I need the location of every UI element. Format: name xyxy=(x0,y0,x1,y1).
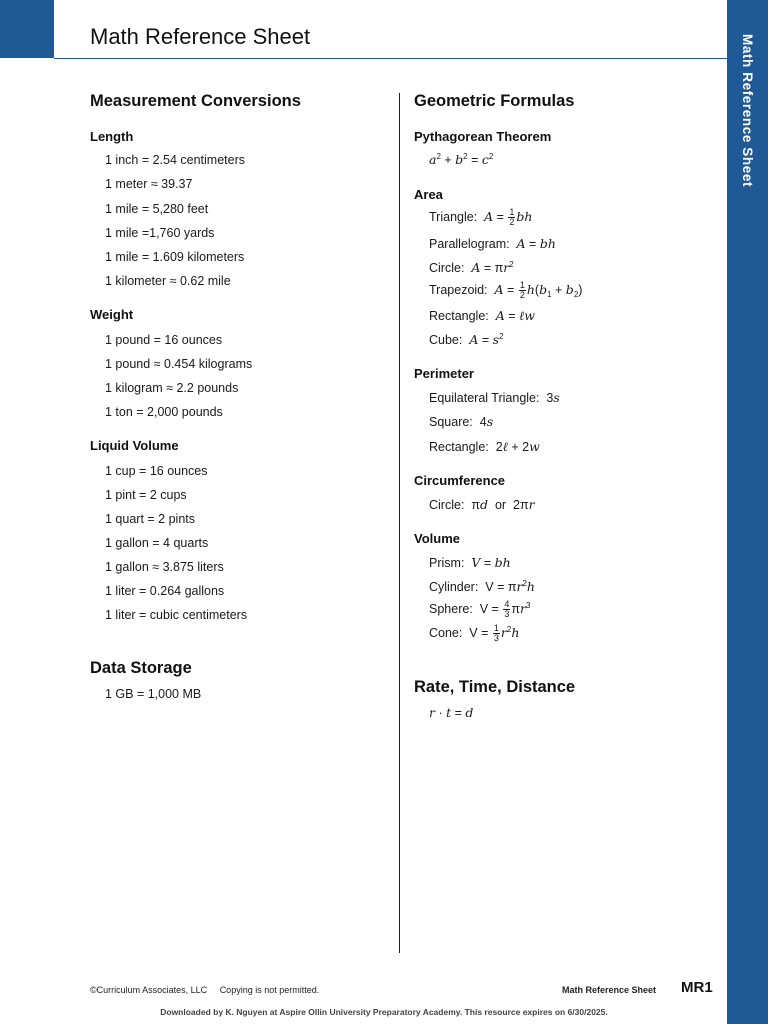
perimeter-equilateral-label: Equilateral Triangle: xyxy=(429,391,540,405)
weight-item: 1 ton = 2,000 pounds xyxy=(105,405,223,419)
pythagorean-formula: $a^2 + b^2 = c^2$ xyxy=(429,152,494,167)
data-storage-title: Data Storage xyxy=(90,659,192,677)
circumference-title: Circumference xyxy=(414,473,506,488)
weight-item: 1 pound ≈ 0.454 kilograms xyxy=(105,357,253,371)
volume-cylinder: Cylinder: $V = \pi r^2h$ xyxy=(429,579,535,594)
area-circle: Circle: $A = \pi r^2$ xyxy=(429,260,514,275)
area-circle-label: Circle: xyxy=(429,261,465,275)
volume-sphere: Sphere: V = $\frac{4}{3}$ $\pi r^3$ xyxy=(429,599,531,619)
page-title: Math Reference Sheet xyxy=(90,24,311,49)
circumference-circle-label: Circle: xyxy=(429,498,465,512)
perimeter-equilateral: Equilateral Triangle: 3s xyxy=(429,390,560,405)
side-label-container xyxy=(727,0,768,240)
liquid-item: 1 liter = cubic centimeters xyxy=(105,608,248,622)
area-cube-label: Cube: xyxy=(429,333,463,347)
volume-sphere-label: Sphere: xyxy=(429,601,473,616)
volume-prism: Prism: V = bh xyxy=(429,555,511,570)
footer-sheet-label: Math Reference Sheet xyxy=(562,985,657,995)
data-storage-item: 1 GB = 1,000 MB xyxy=(105,687,202,701)
footer-page-code: MR1 xyxy=(681,979,713,996)
volume-cylinder-label: Cylinder: xyxy=(429,580,479,594)
pythagorean-title: Pythagorean Theorem xyxy=(414,129,552,144)
volume-prism-label: Prism: xyxy=(429,556,465,570)
area-rectangle-label: Rectangle: xyxy=(429,309,489,323)
header-rule xyxy=(54,58,727,59)
download-notice: Downloaded by K. Nguyen at Aspire Ollin University Preparatory Academy. This resource expires on 6/30/2025. xyxy=(160,1007,608,1017)
copyright-text: ©Curriculum Associates, LLC xyxy=(90,985,208,995)
liquid-item: 1 gallon = 4 quarts xyxy=(105,536,209,550)
length-title: Length xyxy=(90,129,134,144)
volume-cone-label: Cone: xyxy=(429,625,463,640)
perimeter-rectangle: Rectangle: 2ℓ + 2w xyxy=(429,439,540,454)
circumference-circle: Circle: πd or 2πr xyxy=(429,497,535,512)
column-divider xyxy=(399,93,400,953)
length-item: 1 mile = 5,280 feet xyxy=(105,202,209,216)
length-item: 1 mile =1,760 yards xyxy=(105,226,215,240)
footer-copyright xyxy=(90,985,329,995)
liquid-item: 1 quart = 2 pints xyxy=(105,512,195,526)
perimeter-rectangle-label: Rectangle: xyxy=(429,440,489,454)
volume-title: Volume xyxy=(414,531,460,546)
weight-item: 1 kilogram ≈ 2.2 pounds xyxy=(105,381,239,395)
side-label: Math Reference Sheet xyxy=(740,34,755,188)
weight-title: Weight xyxy=(90,307,134,322)
liquid-volume-title: Liquid Volume xyxy=(90,438,179,453)
area-rectangle: Rectangle: A = ℓw xyxy=(429,308,535,323)
liquid-item: 1 cup = 16 ounces xyxy=(105,464,208,478)
perimeter-square-label: Square: xyxy=(429,415,473,429)
geometry-title: Geometric Formulas xyxy=(414,92,575,110)
measurement-title: Measurement Conversions xyxy=(90,92,301,110)
liquid-item: 1 gallon ≈ 3.875 liters xyxy=(105,560,224,574)
weight-item: 1 pound = 16 ounces xyxy=(105,333,223,347)
rate-formula: r · t = d xyxy=(429,705,474,720)
liquid-item: 1 pint = 2 cups xyxy=(105,488,187,502)
length-item: 1 kilometer ≈ 0.62 mile xyxy=(105,274,231,288)
area-triangle-label: Triangle: xyxy=(429,209,478,224)
liquid-item: 1 liter = 0.264 gallons xyxy=(105,584,225,598)
rate-time-distance-title: Rate, Time, Distance xyxy=(414,678,576,696)
area-parallelogram: Parallelogram: A = bh xyxy=(429,236,556,251)
area-trapezoid-label: Trapezoid: xyxy=(429,282,488,297)
area-trapezoid: Trapezoid: A = $\frac{1}{2}$ $h(b_1 + b_2)$ xyxy=(429,280,583,300)
area-cube: Cube: $A = s^2$ xyxy=(429,332,504,347)
copy-notice: Copying is not permitted. xyxy=(219,985,320,995)
length-item: 1 inch = 2.54 centimeters xyxy=(105,153,246,167)
header-corner-block xyxy=(0,0,54,58)
length-item: 1 mile = 1.609 kilometers xyxy=(105,250,245,264)
area-triangle: Triangle: A = $\frac{1}{2}$ bh xyxy=(429,207,533,227)
area-title: Area xyxy=(414,187,443,202)
length-item: 1 meter ≈ 39.37 xyxy=(105,177,193,191)
perimeter-square: Square: 4s xyxy=(429,414,494,429)
area-parallelogram-label: Parallelogram: xyxy=(429,237,510,251)
perimeter-title: Perimeter xyxy=(414,366,474,381)
volume-cone: Cone: V = $\frac{1}{3}$ $r^2h$ xyxy=(429,623,520,643)
circumference-or: or xyxy=(494,498,507,512)
